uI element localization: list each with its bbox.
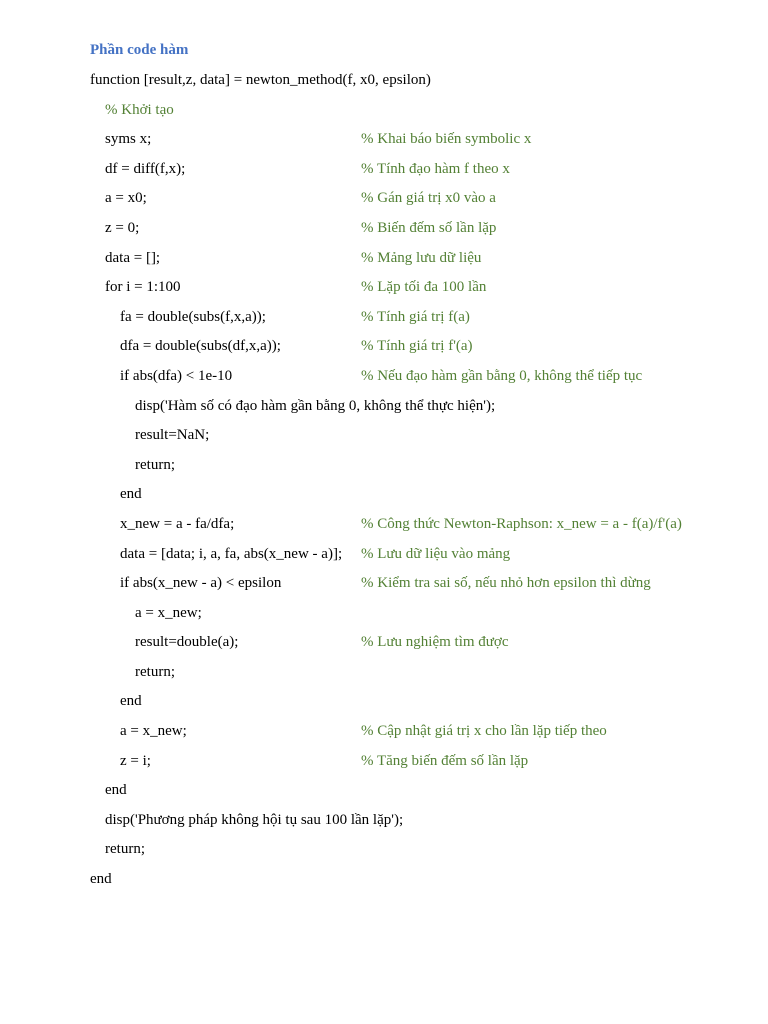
code-comment: % Biến đếm số lần lặp xyxy=(361,219,497,236)
code-line xyxy=(90,484,730,514)
code-text: return; xyxy=(105,841,145,858)
code-text: end xyxy=(90,871,112,888)
code-comment: % Tính đạo hàm f theo x xyxy=(361,160,510,177)
code-line xyxy=(90,366,730,396)
code-line xyxy=(90,780,730,810)
code-text: x_new = a - fa/dfa; xyxy=(120,515,235,532)
code-comment: % Lặp tối đa 100 lần xyxy=(361,279,487,296)
code-text: data = []; xyxy=(105,249,161,266)
code-text: end xyxy=(105,782,127,799)
code-line xyxy=(90,573,730,603)
code-text: return; xyxy=(135,456,175,473)
code-comment: % Tăng biến đếm số lần lặp xyxy=(361,752,529,769)
code-line xyxy=(90,721,730,751)
code-comment: % Khởi tạo xyxy=(105,101,174,118)
code-line xyxy=(90,691,730,721)
code-comment: % Tính giá trị f'(a) xyxy=(361,338,473,355)
code-comment: % Công thức Newton-Raphson: x_new = a - f(a)/f'(a) xyxy=(361,515,682,532)
code-text: z = 0; xyxy=(105,219,140,236)
code-line xyxy=(90,307,730,337)
code-line xyxy=(90,839,730,869)
code-comment: % Cập nhật giá trị x cho lần lặp tiếp theo xyxy=(361,723,607,740)
code-text: for i = 1:100 xyxy=(105,279,181,296)
code-text: end xyxy=(120,693,142,710)
code-text: data = [data; i, a, fa, abs(x_new - a)]; xyxy=(120,545,343,562)
code-line xyxy=(90,603,730,633)
code-comment: % Mảng lưu dữ liệu xyxy=(361,249,482,266)
code-line xyxy=(90,751,730,781)
code-text: a = x_new; xyxy=(135,604,202,621)
code-line xyxy=(90,159,730,189)
code-line xyxy=(90,248,730,278)
code-comment: % Khai báo biến symbolic x xyxy=(361,131,532,148)
code-comment: % Lưu dữ liệu vào mảng xyxy=(361,545,511,562)
code-text: result=double(a); xyxy=(135,634,239,651)
code-line xyxy=(90,100,730,130)
code-line xyxy=(90,188,730,218)
code-line xyxy=(90,336,730,366)
code-text: result=NaN; xyxy=(135,427,210,444)
code-text: return; xyxy=(135,663,175,680)
code-line xyxy=(90,129,730,159)
code-text: a = x0; xyxy=(105,190,147,207)
code-line xyxy=(90,425,730,455)
code-comment: % Kiểm tra sai số, nếu nhỏ hơn epsilon thì dừng xyxy=(361,575,651,592)
code-line xyxy=(90,455,730,485)
code-comment: % Nếu đạo hàm gần bằng 0, không thể tiếp tục xyxy=(361,367,643,384)
code-text: disp('Hàm số có đạo hàm gần bằng 0, không thể thực hiện'); xyxy=(135,397,496,414)
code-line xyxy=(90,869,730,899)
code-comment: % Tính giá trị f(a) xyxy=(361,308,470,325)
code-listing xyxy=(90,70,730,899)
code-line xyxy=(90,544,730,574)
code-text: fa = double(subs(f,x,a)); xyxy=(120,308,266,325)
code-line xyxy=(90,810,730,840)
code-text: disp('Phương pháp không hội tụ sau 100 lần lặp'); xyxy=(105,811,404,828)
section-heading: Phần code hàm xyxy=(90,42,189,58)
code-text: if abs(dfa) < 1e-10 xyxy=(120,367,233,384)
code-line xyxy=(90,514,730,544)
code-line xyxy=(90,277,730,307)
code-text: a = x_new; xyxy=(120,723,187,740)
code-comment: % Lưu nghiệm tìm được xyxy=(361,634,509,651)
code-line xyxy=(90,662,730,692)
code-text: if abs(x_new - a) < epsilon xyxy=(120,575,282,592)
code-line xyxy=(90,70,730,100)
code-line xyxy=(90,396,730,426)
code-comment: % Gán giá trị x0 vào a xyxy=(361,190,496,207)
code-text: dfa = double(subs(df,x,a)); xyxy=(120,338,281,355)
code-text: syms x; xyxy=(105,131,152,148)
code-line xyxy=(90,218,730,248)
code-line xyxy=(90,632,730,662)
code-text: end xyxy=(120,486,142,503)
code-text: df = diff(f,x); xyxy=(105,160,186,177)
code-text: z = i; xyxy=(120,752,151,769)
code-text: function [result,z, data] = newton_method(f, x0, epsilon) xyxy=(90,72,431,88)
